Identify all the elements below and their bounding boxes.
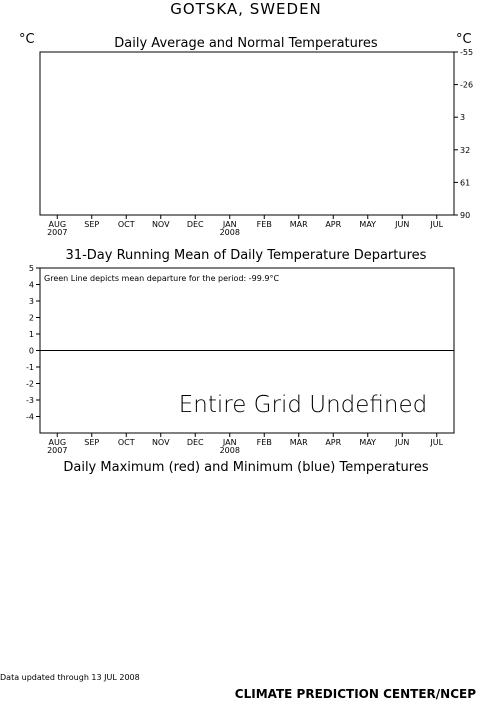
x-tick-label: APR — [325, 220, 342, 229]
x-tick-label: MAY — [359, 438, 377, 447]
x-tick-label: OCT — [117, 438, 135, 447]
x-tick-label: AUG — [48, 438, 67, 447]
x-tick-label: DEC — [186, 220, 204, 229]
x-tick-label: JAN — [222, 220, 237, 229]
panel1-left-unit: °C — [19, 32, 35, 47]
x-tick-label: NOV — [151, 438, 170, 447]
x-tick-label: AUG — [48, 220, 67, 229]
y-tick-label: 0 — [28, 346, 34, 356]
panel3-title: Daily Maximum (red) and Minimum (blue) Temperatures — [63, 460, 429, 475]
right-tick-label: -26 — [460, 80, 474, 90]
panel2-annotation: Green Line depicts mean departure for the period: -99.9°C — [44, 274, 280, 283]
panel2-y-axis — [26, 264, 40, 422]
panel2-title: 31-Day Running Mean of Daily Temperature Departures — [65, 248, 427, 263]
right-tick-label: -55 — [460, 48, 474, 57]
x-tick-label: MAR — [289, 438, 308, 447]
y-tick-label: 2 — [28, 313, 34, 323]
x-year-label: 2008 — [219, 446, 240, 455]
footer-credit: CLIMATE PREDICTION CENTER/NCEP — [234, 687, 476, 701]
x-year-label: 2008 — [219, 228, 240, 237]
y-tick-label: 1 — [28, 330, 34, 339]
x-tick-label: JUL — [430, 220, 444, 229]
x-tick-label: SEP — [84, 438, 100, 447]
y-tick-label: 5 — [28, 264, 34, 273]
y-tick-label: 4 — [28, 280, 34, 290]
x-tick-label: MAR — [289, 220, 308, 229]
y-tick-label: -2 — [26, 379, 34, 389]
footer-updated: Data updated through 13 JUL 2008 — [0, 673, 140, 682]
x-tick-label: OCT — [117, 220, 135, 229]
x-tick-label: APR — [325, 438, 342, 447]
x-tick-label: FEB — [256, 220, 272, 229]
right-tick-label: 90 — [460, 211, 471, 220]
panel2-undefined-text: Entire Grid Undefined — [178, 392, 428, 418]
y-tick-label: -1 — [26, 363, 34, 372]
right-tick-label: 3 — [460, 113, 466, 123]
x-tick-label: JUN — [395, 220, 410, 229]
panel1-y-axis — [454, 48, 473, 220]
x-tick-label: JAN — [222, 438, 237, 447]
panel1-x-axis — [47, 215, 444, 237]
panel2-x-axis — [47, 433, 444, 455]
y-tick-label: -4 — [26, 412, 34, 422]
x-tick-label: MAY — [359, 220, 377, 229]
panel1-title: Daily Average and Normal Temperatures — [114, 36, 378, 51]
x-tick-label: JUL — [430, 438, 444, 447]
station-title: GOTSKA, SWEDEN — [170, 0, 322, 18]
y-tick-label: 3 — [28, 297, 34, 306]
x-year-label: 2007 — [47, 446, 68, 455]
right-tick-label: 32 — [460, 145, 471, 155]
panel1-right-unit: °C — [456, 32, 472, 47]
y-tick-label: -3 — [26, 396, 34, 405]
x-year-label: 2007 — [47, 228, 68, 237]
x-tick-label: NOV — [151, 220, 170, 229]
right-tick-label: 61 — [460, 178, 471, 188]
panel1-plot-frame — [40, 52, 454, 215]
x-tick-label: JUN — [395, 438, 410, 447]
x-tick-label: FEB — [256, 438, 272, 447]
x-tick-label: SEP — [84, 220, 100, 229]
x-tick-label: DEC — [186, 438, 204, 447]
